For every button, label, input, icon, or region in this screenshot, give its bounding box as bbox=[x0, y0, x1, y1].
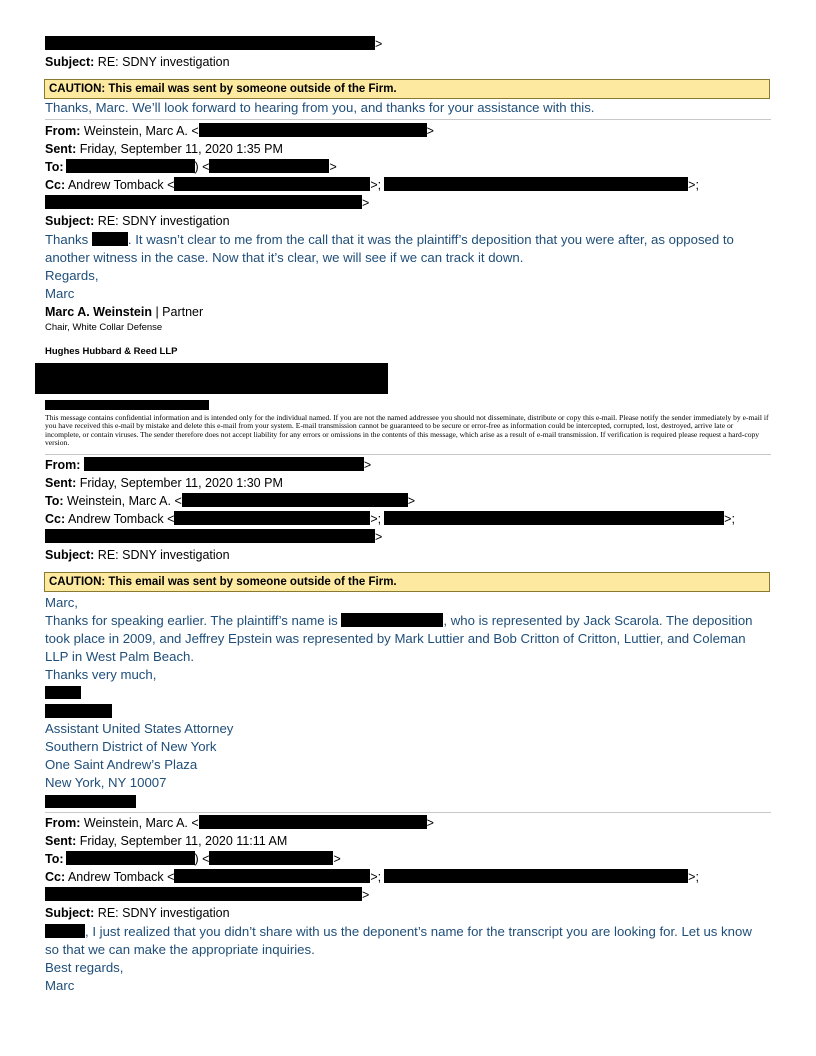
email-body-line: , I just realized that you didn’t share with us the deponent’s name for the transcript you are looking for. Let us know bbox=[45, 923, 752, 941]
firm-name: Hughes Hubbard & Reed LLP bbox=[45, 346, 178, 357]
email-body-line: Thanks . It wasn’t clear to me from the call that it was the plaintiff’s deposition that you were after, as opposed to bbox=[45, 232, 734, 247]
caution-banner: CAUTION: This email was sent by someone outside of the Firm. bbox=[44, 572, 770, 592]
cc-line: Cc: Andrew Tomback < >; >; bbox=[45, 512, 735, 526]
signature-line: New York, NY 10007 bbox=[45, 775, 167, 790]
to-line: To: ) < > bbox=[45, 160, 337, 174]
redaction bbox=[384, 869, 688, 883]
redaction bbox=[45, 887, 362, 901]
signature-name: Marc A. Weinstein | Partner bbox=[45, 305, 204, 319]
salutation: Marc, bbox=[45, 595, 78, 610]
redaction bbox=[209, 159, 329, 173]
closing: Best regards, bbox=[45, 960, 124, 975]
redaction bbox=[45, 36, 375, 50]
divider bbox=[45, 812, 771, 813]
redaction bbox=[182, 493, 408, 507]
redaction bbox=[45, 195, 362, 209]
redaction bbox=[92, 232, 128, 246]
email-body: Thanks, Marc. We’ll look forward to hearing from you, and thanks for your assistance with this. bbox=[45, 100, 595, 115]
cc-line-continued: > bbox=[45, 529, 382, 546]
confidentiality-disclaimer: This message contains confidential information and is intended only for the individual named. If you are not the named addressee you should not disseminate, distribute or copy this e-mail. Please notify the sender immediately by e-mail if you have received this e-mail by mistake and delete this e-mail from your system. E-mail transmission cannot be guaranteed to be secure or error-free as information could be intercepted, corrupted, lost, destroyed, arrive late or incomplete, or contain viruses. The sender therefore does not accept liability for any errors or omissions in the contents of this message, which arise as a result of e-mail transmission. If verification is required please request a hard-copy version. bbox=[45, 413, 769, 448]
signature-title: Chair, White Collar Defense bbox=[45, 322, 163, 333]
caution-banner: CAUTION: This email was sent by someone outside of the Firm. bbox=[44, 79, 770, 99]
redaction bbox=[174, 177, 370, 191]
signoff: Marc bbox=[45, 978, 75, 993]
redaction bbox=[199, 815, 427, 829]
subject-line: Subject: RE: SDNY investigation bbox=[45, 906, 230, 920]
email-body-line: took place in 2009, and Jeffrey Epstein was represented by Mark Luttier and Bob Critton of Critton, Luttier, and Coleman bbox=[45, 631, 746, 646]
divider bbox=[45, 454, 771, 455]
closing: Regards, bbox=[45, 268, 99, 283]
cc-line: Cc: Andrew Tomback < >; >; bbox=[45, 870, 699, 884]
to-line: To: ) < > bbox=[45, 852, 341, 866]
redaction bbox=[199, 123, 427, 137]
sent-line: Sent: Friday, September 11, 2020 1:35 PM bbox=[45, 142, 283, 156]
redaction bbox=[45, 686, 81, 699]
redaction bbox=[45, 529, 375, 543]
redacted-address-line: > bbox=[45, 36, 382, 53]
email-body-line: so that we can make the appropriate inquiries. bbox=[45, 942, 315, 957]
sent-line: Sent: Friday, September 11, 2020 11:11 AM bbox=[45, 834, 288, 848]
redaction bbox=[66, 851, 195, 865]
redaction bbox=[35, 363, 388, 394]
signature-line: Assistant United States Attorney bbox=[45, 721, 234, 736]
signoff: Marc bbox=[45, 286, 75, 301]
redaction bbox=[384, 177, 688, 191]
redaction bbox=[66, 159, 195, 173]
redaction bbox=[209, 851, 333, 865]
subject-line: Subject: RE: SDNY investigation bbox=[45, 214, 230, 228]
divider bbox=[45, 119, 771, 120]
from-line: From: Weinstein, Marc A. < > bbox=[45, 124, 434, 138]
redaction bbox=[174, 511, 370, 525]
email-body-line: LLP in West Palm Beach. bbox=[45, 649, 195, 664]
email-body-line: Thanks for speaking earlier. The plaintiff’s name is , who is represented by Jack Scarola. The deposition bbox=[45, 613, 753, 628]
redaction bbox=[174, 869, 370, 883]
redaction bbox=[45, 924, 85, 938]
redaction bbox=[84, 457, 364, 471]
redaction bbox=[384, 511, 724, 525]
sent-line: Sent: Friday, September 11, 2020 1:30 PM bbox=[45, 476, 283, 490]
closing: Thanks very much, bbox=[45, 667, 157, 682]
subject-line: Subject: RE: SDNY investigation bbox=[45, 55, 230, 69]
signature-line: One Saint Andrew’s Plaza bbox=[45, 757, 198, 772]
redaction bbox=[341, 613, 443, 627]
to-line: To: Weinstein, Marc A. < > bbox=[45, 494, 416, 508]
from-line: From: Weinstein, Marc A. < > bbox=[45, 816, 434, 830]
cc-line: Cc: Andrew Tomback < >; >; bbox=[45, 178, 699, 192]
redaction bbox=[45, 704, 112, 718]
redaction bbox=[45, 795, 136, 808]
redaction bbox=[45, 400, 209, 410]
signature-line: Southern District of New York bbox=[45, 739, 217, 754]
cc-line-continued: > bbox=[45, 195, 369, 212]
from-line: From: > bbox=[45, 458, 372, 472]
subject-line: Subject: RE: SDNY investigation bbox=[45, 548, 230, 562]
cc-line-continued: > bbox=[45, 887, 369, 904]
email-body-line: another witness in the case. Now that it’s clear, we will see if we can track it down. bbox=[45, 250, 524, 265]
